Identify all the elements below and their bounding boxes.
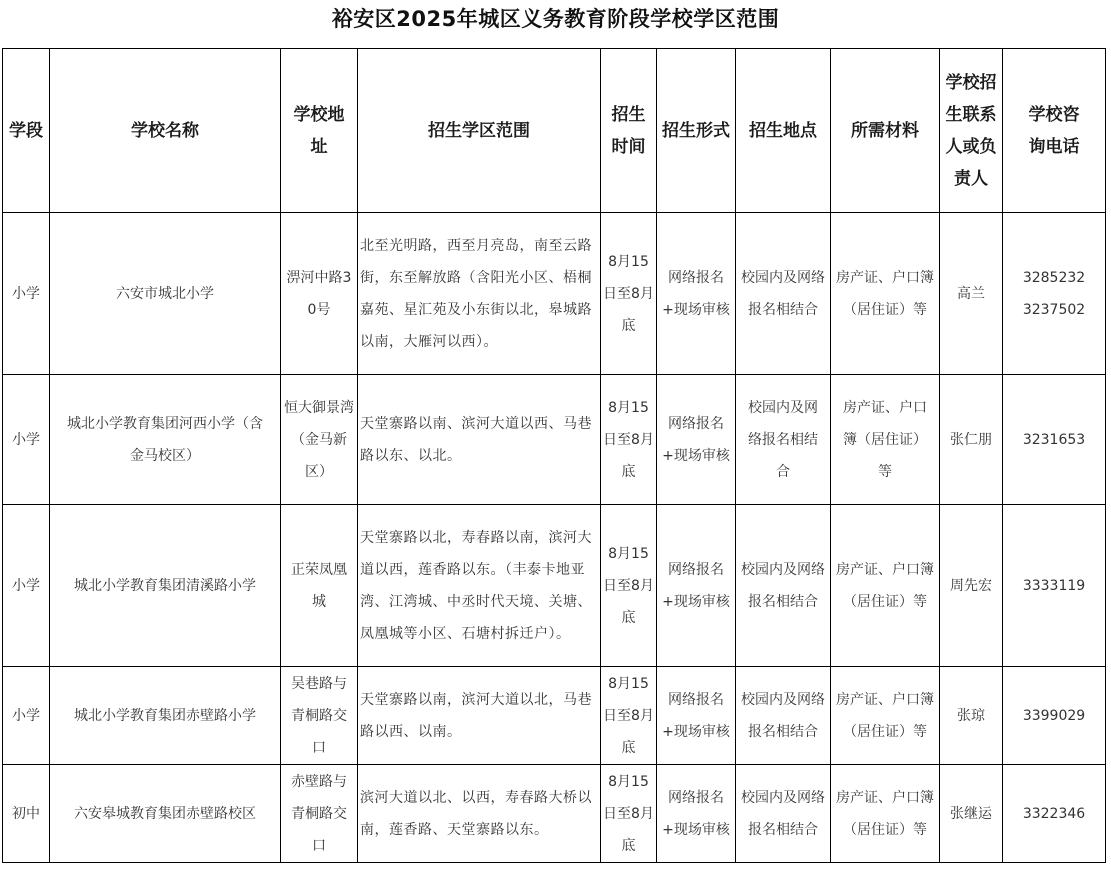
cell-contact: 张继运 bbox=[940, 765, 1003, 863]
cell-place: 校园内及网络报名相结合 bbox=[736, 667, 831, 765]
cell-materials: 房产证、户口簿（居住证）等 bbox=[831, 505, 940, 667]
cell-stage: 小学 bbox=[3, 505, 50, 667]
cell-address: 赤壁路与青桐路交口 bbox=[281, 765, 358, 863]
table-row bbox=[3, 765, 1106, 863]
cell-stage: 初中 bbox=[3, 765, 50, 863]
header-contact: 学校招生联系人或负责人 bbox=[940, 49, 1003, 213]
cell-contact: 张仁朋 bbox=[940, 375, 1003, 505]
cell-time: 8月15日至8月底 bbox=[601, 765, 657, 863]
cell-form: 网络报名+现场审核 bbox=[657, 375, 736, 505]
cell-range: 天堂寨路以南，滨河大道以北，马巷路以西、以南。 bbox=[358, 667, 601, 765]
cell-stage: 小学 bbox=[3, 375, 50, 505]
header-time: 招生时间 bbox=[601, 49, 657, 213]
cell-school-name: 城北小学教育集团清溪路小学 bbox=[50, 505, 281, 667]
table-row bbox=[3, 375, 1106, 505]
cell-phone bbox=[1003, 375, 1106, 505]
cell-address: 吴巷路与青桐路交口 bbox=[281, 667, 358, 765]
header-row bbox=[3, 49, 1106, 213]
header-form: 招生形式 bbox=[657, 49, 736, 213]
cell-range: 天堂寨路以南、滨河大道以西、马巷路以东、以北。 bbox=[358, 375, 601, 505]
cell-place: 校园内及网络报名相结合 bbox=[736, 765, 831, 863]
cell-address: 恒大御景湾（金马新区） bbox=[281, 375, 358, 505]
cell-place: 校园内及网络报名相结合 bbox=[736, 375, 831, 505]
header-place: 招生地点 bbox=[736, 49, 831, 213]
table-row bbox=[3, 505, 1106, 667]
phone-number: 3399029 bbox=[1022, 707, 1086, 724]
cell-time: 8月15日至8月底 bbox=[601, 375, 657, 505]
cell-materials: 房产证、户口簿（居住证）等 bbox=[831, 375, 940, 505]
cell-address: 正荣凤凰城 bbox=[281, 505, 358, 667]
header-stage: 学段 bbox=[3, 49, 50, 213]
cell-stage: 小学 bbox=[3, 213, 50, 375]
cell-school-name: 六安市城北小学 bbox=[50, 213, 281, 375]
cell-range: 天堂寨路以北，寿春路以南，滨河大道以西，莲香路以东。（丰泰卡地亚湾、江湾城、中丞时代天境、关塘、凤凰城等小区、石塘村拆迁户）。 bbox=[358, 505, 601, 667]
cell-place: 校园内及网络报名相结合 bbox=[736, 505, 831, 667]
header-materials: 所需材料 bbox=[831, 49, 940, 213]
cell-school-name: 六安皋城教育集团赤壁路校区 bbox=[50, 765, 281, 863]
table-row bbox=[3, 667, 1106, 765]
cell-phone bbox=[1003, 765, 1106, 863]
school-district-table bbox=[2, 48, 1106, 863]
cell-contact: 高兰 bbox=[940, 213, 1003, 375]
table-row bbox=[3, 213, 1106, 375]
phone-number: 3285232 bbox=[1022, 269, 1086, 286]
cell-contact: 周先宏 bbox=[940, 505, 1003, 667]
cell-school-name: 城北小学教育集团赤壁路小学 bbox=[50, 667, 281, 765]
cell-time: 8月15日至8月底 bbox=[601, 505, 657, 667]
cell-school-name: 城北小学教育集团河西小学（含金马校区） bbox=[50, 375, 281, 505]
cell-form: 网络报名+现场审核 bbox=[657, 213, 736, 375]
cell-form: 网络报名+现场审核 bbox=[657, 505, 736, 667]
header-range: 招生学区范围 bbox=[358, 49, 601, 213]
cell-form: 网络报名+现场审核 bbox=[657, 765, 736, 863]
cell-address: 淠河中路30号 bbox=[281, 213, 358, 375]
cell-form: 网络报名+现场审核 bbox=[657, 667, 736, 765]
cell-phone bbox=[1003, 667, 1106, 765]
cell-materials: 房产证、户口簿（居住证）等 bbox=[831, 765, 940, 863]
cell-range: 滨河大道以北、以西，寿春路大桥以南，莲香路、天堂寨路以东。 bbox=[358, 765, 601, 863]
cell-materials: 房产证、户口簿（居住证）等 bbox=[831, 667, 940, 765]
cell-time: 8月15日至8月底 bbox=[601, 667, 657, 765]
cell-contact: 张琼 bbox=[940, 667, 1003, 765]
cell-place: 校园内及网络报名相结合 bbox=[736, 213, 831, 375]
cell-stage: 小学 bbox=[3, 667, 50, 765]
phone-number: 3333119 bbox=[1022, 577, 1086, 594]
phone-number: 3231653 bbox=[1022, 431, 1086, 448]
phone-number: 3322346 bbox=[1022, 805, 1086, 822]
header-school-name: 学校名称 bbox=[50, 49, 281, 213]
cell-phone bbox=[1003, 213, 1106, 375]
cell-range: 北至光明路，西至月亮岛，南至云路街，东至解放路（含阳光小区、梧桐嘉苑、星汇苑及小东街以北，皋城路以南，大雁河以西）。 bbox=[358, 213, 601, 375]
header-address: 学校地址 bbox=[281, 49, 358, 213]
document-title: 裕安区2025年城区义务教育阶段学校学区范围 bbox=[331, 7, 780, 31]
cell-materials: 房产证、户口簿（居住证）等 bbox=[831, 213, 940, 375]
cell-phone bbox=[1003, 505, 1106, 667]
phone-number: 3237502 bbox=[1022, 301, 1086, 318]
header-phone: 学校咨询电话 bbox=[1003, 49, 1106, 213]
cell-time: 8月15日至8月底 bbox=[601, 213, 657, 375]
